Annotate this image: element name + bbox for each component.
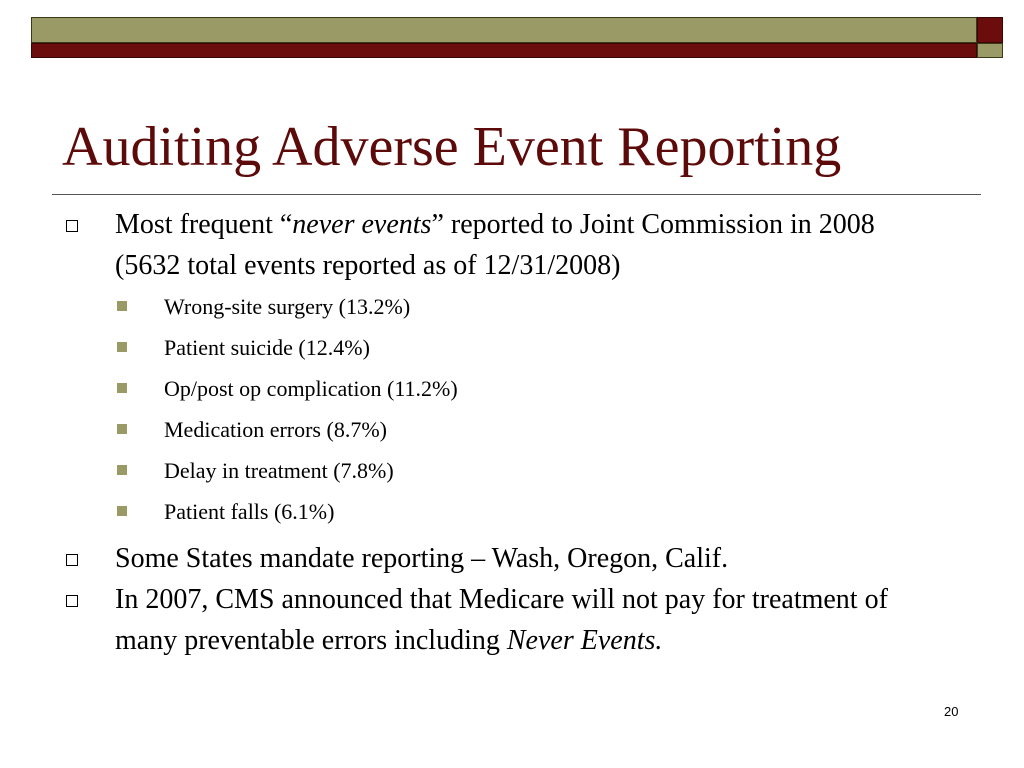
- hollow-square-bullet-icon: [66, 220, 78, 232]
- filled-square-bullet-icon: [117, 424, 127, 434]
- bullet-text-italic: Never Events.: [506, 625, 663, 656]
- sub-item: [0, 409, 1024, 450]
- filled-square-bullet-icon: [117, 301, 127, 311]
- sub-item-text: Patient suicide (12.4%): [164, 335, 370, 360]
- page-number: 20: [944, 704, 959, 719]
- slide-title: Auditing Adverse Event Reporting: [62, 116, 842, 178]
- bullet-text-before: In 2007, CMS announced that Medicare will not pay for treatment of many preventable errors including: [115, 584, 888, 656]
- header-maroon-stripe: [31, 43, 977, 58]
- bullet-text-after: ” reported to Joint Commission in 2008 (5632 total events reported as of 12/31/2008): [115, 209, 875, 281]
- slide-body: [0, 204, 1024, 661]
- filled-square-bullet-icon: [117, 342, 127, 352]
- bullet-state-mandates: [0, 538, 945, 579]
- title-divider: [52, 194, 981, 195]
- sub-item: [0, 450, 1024, 491]
- header-corner-maroon-square: [977, 17, 1003, 43]
- sub-item-text: Wrong-site surgery (13.2%): [164, 294, 411, 319]
- sub-item-text: Delay in treatment (7.8%): [164, 458, 394, 483]
- bullet-cms-announcement: [0, 579, 945, 661]
- bullet-text-italic: never events: [292, 209, 432, 240]
- bullet-never-events: [0, 204, 945, 286]
- sub-item: [0, 491, 1024, 532]
- never-events-sub-list: [0, 286, 1024, 532]
- hollow-square-bullet-icon: [66, 554, 78, 566]
- sub-item: [0, 327, 1024, 368]
- filled-square-bullet-icon: [117, 465, 127, 475]
- sub-item-text: Op/post op complication (11.2%): [164, 376, 458, 401]
- bullet-text: Some States mandate reporting – Wash, Oregon, Calif.: [115, 543, 729, 574]
- sub-item: [0, 286, 1024, 327]
- bullet-text-before: Most frequent “: [115, 209, 293, 240]
- header-corner-olive-square: [977, 43, 1003, 58]
- sub-item-text: Patient falls (6.1%): [164, 499, 335, 524]
- sub-item-text: Medication errors (8.7%): [164, 417, 387, 442]
- filled-square-bullet-icon: [117, 383, 127, 393]
- sub-item: [0, 368, 1024, 409]
- filled-square-bullet-icon: [117, 506, 127, 516]
- header-olive-band: [31, 17, 977, 43]
- hollow-square-bullet-icon: [66, 595, 78, 607]
